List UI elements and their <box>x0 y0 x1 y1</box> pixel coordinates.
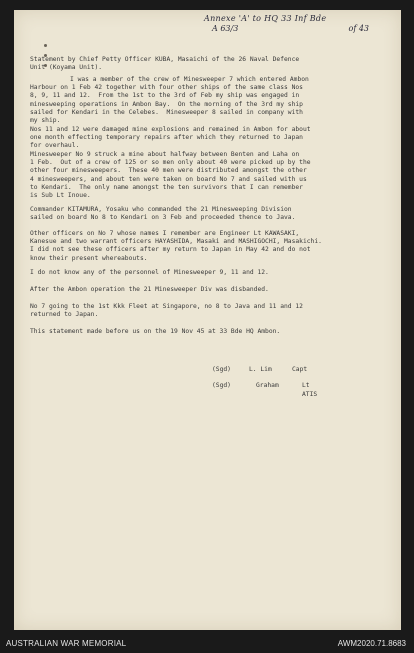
signature-1-sgd: (Sgd) <box>212 366 231 373</box>
signature-2-sgd: (Sgd) <box>212 382 231 389</box>
annotation-line-3: of 43 <box>348 24 369 33</box>
statement-body <box>14 10 401 630</box>
signature-2-unit: ATIS <box>302 391 318 398</box>
annotation-line-1: Annexe 'A' to HQ 33 Inf Bde <box>204 14 327 23</box>
statement-heading: Statement by Chief Petty Officer KUBA, Masaichi of the 26 Naval Defence Unit (Koyama Unit). <box>30 56 300 72</box>
paragraph-5: Other officers on No 7 whose names I remember are Engineer Lt KAWASAKI, Kanesue and two warrant officers HAYASHIDA, Masaki and MASHIGOCHI, Masakichi. I did not see these officers after my return to Japan in May 42 and do not know their present whereabouts. <box>30 230 322 262</box>
signature-2-name: Graham <box>256 382 279 389</box>
signature-1-rank: Capt <box>292 366 308 373</box>
paragraph-8: No 7 going to the 1st Kkk Fleet at Singapore, no 8 to Java and 11 and 12 returned to Japan. <box>30 303 303 319</box>
archive-footer <box>0 636 414 652</box>
paragraph-7: After the Ambon operation the 21 Minesweeper Div was disbanded. <box>30 286 269 293</box>
footer-institution: AUSTRALIAN WAR MEMORIAL <box>6 639 127 648</box>
signature-1-name: L. Lim <box>249 366 272 373</box>
paragraph-9: This statement made before us on the 19 Nov 45 at 33 Bde HQ Ambon. <box>30 328 281 335</box>
document-page <box>14 10 401 630</box>
paragraph-4: Commander KITAMURA, Yosaku who commanded the 21 Minesweeping Division sailed on board No 8 to Kendari on 3 Feb and proceeded thence to Java. <box>30 206 296 222</box>
paragraph-6: I do not know any of the personnel of Minesweeper 9, 11 and 12. <box>30 269 269 276</box>
paragraph-3: Minesweeper No 9 struck a mine about halfway between Benten and Laha on 1 Feb. Out of a crew of 125 or so men only about 40 were picked up by the other four minesweepers. These 40 men were distributed amongst the other 4 minesweepers, and about ten were taken on board No 7 and sailed with us to Kendari. The only name amongst the ten survivors that I can remember is Sub Lt Inoue. <box>30 151 311 200</box>
signature-2-rank: Lt <box>302 382 310 389</box>
paragraph-2: Nos 11 and 12 were damaged mine explosions and remained in Ambon for about one month effecting temporary repairs after which they returned to Japan for overhaul. <box>30 126 311 150</box>
footer-accession-number: AWM2020.71.8683 <box>337 639 406 648</box>
annotation-line-2: A 63/3 <box>212 24 239 33</box>
paragraph-1: I was a member of the crew of Minesweeper 7 which entered Ambon Harbour on 1 Feb 42 together with four other ships of the same class Nos 8, 9, 11 and 12. From the 1st to the 3rd of Feb my ship was engaged in minesweeping operations in Ambon Bay. On the morning of the 3rd my ship sailed for Kendari in the Celebes. Minesweeper 8 sailed in company with my ship. <box>30 76 309 125</box>
